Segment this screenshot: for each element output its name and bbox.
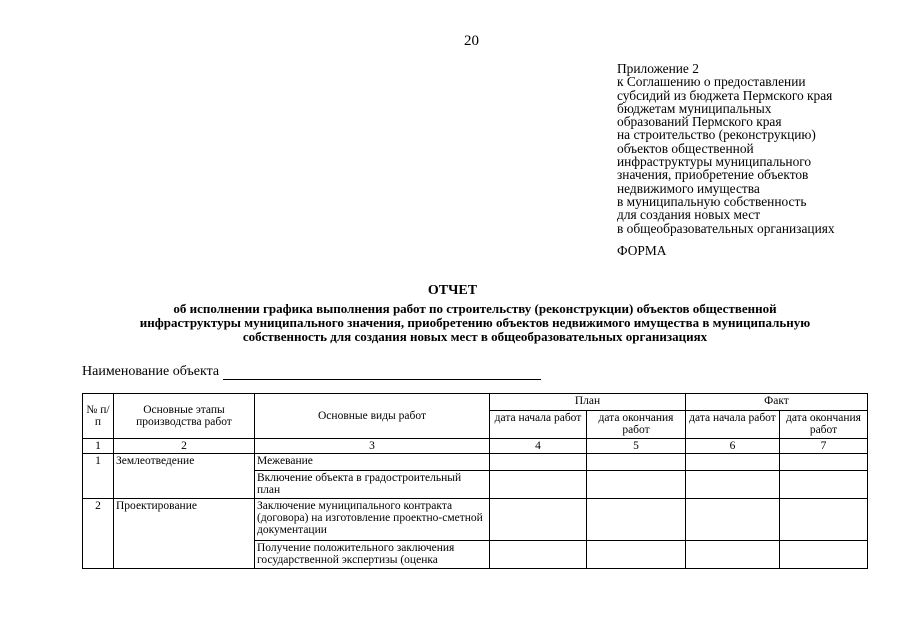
- fact-start-cell[interactable]: [686, 499, 780, 541]
- annex-line: инфраструктуры муниципального: [617, 154, 812, 170]
- annex-line: образований Пермского края: [617, 114, 782, 130]
- header-fact-end: дата окончания работ: [780, 411, 868, 439]
- plan-end-cell[interactable]: [587, 471, 686, 499]
- annex-line: в муниципальную собственность: [617, 193, 807, 209]
- annex-line: бюджетам муниципальных: [617, 100, 772, 116]
- column-number: 4: [490, 439, 587, 454]
- fact-start-cell[interactable]: [686, 471, 780, 499]
- plan-start-cell[interactable]: [490, 454, 587, 471]
- report-subtitle-line: об исполнении графика выполнения работ по строительству (реконструкции) объектов общественной: [173, 301, 777, 316]
- plan-end-cell[interactable]: [587, 541, 686, 569]
- annex-line: субсидий из бюджета Пермского края: [617, 87, 833, 103]
- header-plan-end: дата окончания работ: [587, 411, 686, 439]
- plan-start-cell[interactable]: [490, 499, 587, 541]
- header-stages: Основные этапы производства работ: [114, 394, 255, 439]
- annex-block: [617, 62, 887, 235]
- row-stage: Проектирование: [114, 499, 255, 569]
- row-work: Заключение муниципального контракта (договора) на изготовление проектно-сметной документации: [255, 499, 490, 541]
- plan-end-cell[interactable]: [587, 454, 686, 471]
- plan-start-cell[interactable]: [490, 541, 587, 569]
- column-number: 5: [587, 439, 686, 454]
- form-label: ФОРМА: [617, 243, 667, 258]
- object-name-label: Наименование объекта: [82, 364, 220, 379]
- annex-line: к Соглашению о предоставлении: [617, 74, 806, 90]
- column-number: 1: [83, 439, 114, 454]
- column-number: 6: [686, 439, 780, 454]
- column-number: 2: [114, 439, 255, 454]
- fact-end-cell[interactable]: [780, 471, 868, 499]
- column-number: 3: [255, 439, 490, 454]
- annex-line: для создания новых мест: [617, 207, 761, 223]
- report-subtitle: [60, 302, 890, 344]
- fact-end-cell[interactable]: [780, 541, 868, 569]
- header-plan: План: [490, 394, 686, 411]
- row-work: Межевание: [255, 454, 490, 471]
- fact-start-cell[interactable]: [686, 454, 780, 471]
- header-num: № п/п: [83, 394, 114, 439]
- plan-start-cell[interactable]: [490, 471, 587, 499]
- report-subtitle-line: собственность для создания новых мест в общеобразовательных организациях: [242, 329, 708, 344]
- annex-line: Приложение 2: [617, 61, 699, 76]
- header-plan-start: дата начала работ: [490, 411, 587, 439]
- annex-line: в общеобразовательных организациях: [617, 220, 835, 236]
- annex-line: на строительство (реконструкцию): [617, 127, 816, 143]
- page-number: 20: [464, 33, 479, 49]
- row-work: Получение положительного заключения государственной экспертизы (оценка: [255, 541, 490, 569]
- header-works: Основные виды работ: [255, 394, 490, 439]
- fact-end-cell[interactable]: [780, 454, 868, 471]
- annex-line: значения, приобретение объектов: [617, 167, 809, 183]
- annex-line: объектов общественной: [617, 140, 754, 156]
- report-title: ОТЧЕТ: [427, 283, 478, 298]
- table-row: [83, 499, 868, 541]
- header-fact: Факт: [686, 394, 868, 411]
- object-name-blank[interactable]: [223, 364, 541, 380]
- header-fact-start: дата начала работ: [686, 411, 780, 439]
- row-num: 1: [83, 454, 114, 499]
- works-schedule-table: [82, 393, 868, 569]
- row-stage: Землеотведение: [114, 454, 255, 499]
- fact-start-cell[interactable]: [686, 541, 780, 569]
- plan-end-cell[interactable]: [587, 499, 686, 541]
- annex-line: недвижимого имущества: [617, 180, 760, 196]
- row-work: Включение объекта в градостроительный план: [255, 471, 490, 499]
- fact-end-cell[interactable]: [780, 499, 868, 541]
- report-subtitle-line: инфраструктуры муниципального значения, приобретению объектов недвижимого имущества в муниципальную: [139, 315, 811, 330]
- object-name-field: [82, 364, 541, 380]
- column-number: 7: [780, 439, 868, 454]
- row-num: 2: [83, 499, 114, 569]
- table-row: [83, 454, 868, 471]
